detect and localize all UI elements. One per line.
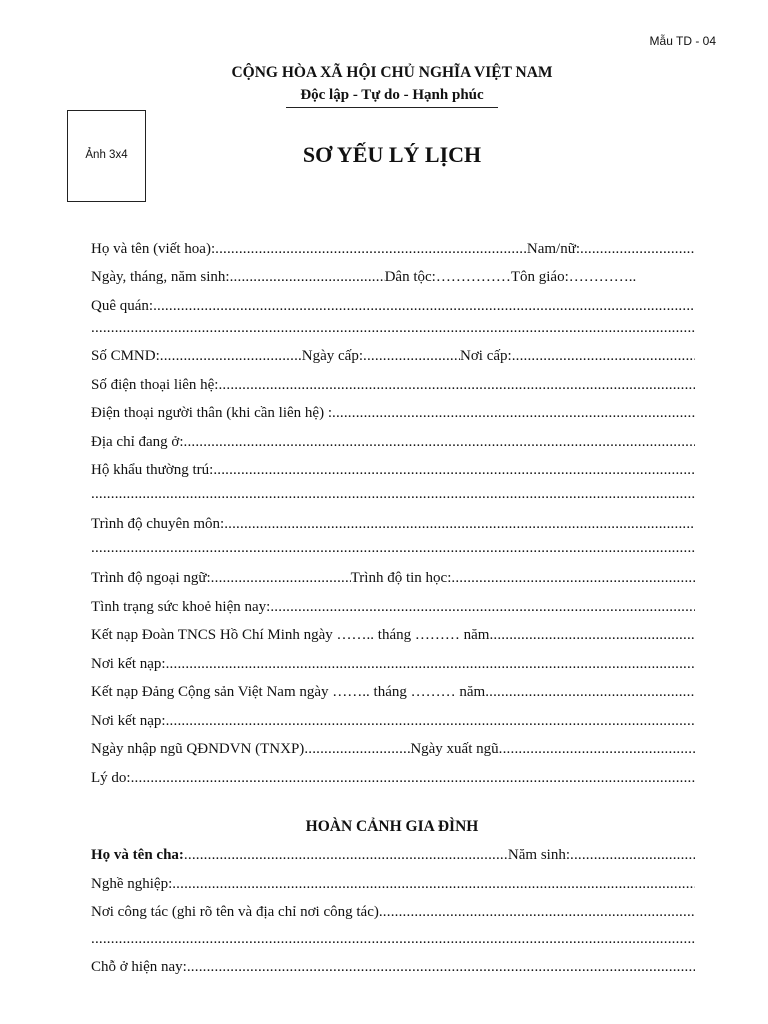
row-reason bbox=[91, 770, 695, 792]
full-name-label: Họ và tên (viết hoa): bbox=[91, 241, 216, 257]
row-military bbox=[91, 741, 695, 763]
ethnicity-label: Dân tộc: bbox=[384, 269, 436, 285]
hometown-field[interactable] bbox=[153, 298, 695, 315]
row-household bbox=[91, 462, 695, 484]
residence-label: Chỗ ở hiện nay: bbox=[91, 959, 187, 975]
address-label: Địa chỉ đang ở: bbox=[91, 434, 184, 450]
language-field[interactable] bbox=[211, 570, 351, 587]
form-code: Mẫu TD - 04 bbox=[649, 34, 716, 48]
gender-field[interactable] bbox=[580, 241, 695, 258]
row-phone bbox=[91, 377, 695, 399]
occupation-field[interactable] bbox=[172, 876, 695, 893]
row-workplace-cont bbox=[91, 931, 695, 953]
relative-phone-field[interactable] bbox=[332, 405, 695, 422]
it-level-label: Trình độ tin học: bbox=[350, 570, 452, 586]
row-id bbox=[91, 348, 695, 370]
issue-place-label: Nơi cấp: bbox=[460, 348, 512, 364]
union-place-field[interactable] bbox=[166, 656, 695, 673]
language-label: Trình độ ngoại ngữ: bbox=[91, 570, 211, 586]
party-label: Kết nạp Đảng Cộng sản Việt Nam ngày …….. tháng ……… năm bbox=[91, 684, 486, 700]
birth-year-field[interactable] bbox=[570, 847, 695, 864]
row-health bbox=[91, 599, 695, 621]
qualification-field[interactable] bbox=[224, 516, 695, 533]
it-level-field[interactable] bbox=[451, 570, 695, 587]
party-place-field[interactable] bbox=[166, 713, 695, 730]
occupation-label: Nghề nghiệp: bbox=[91, 876, 173, 892]
household-field-cont[interactable] bbox=[91, 486, 695, 503]
enlist-label: Ngày nhập ngũ QĐNDVN (TNXP) bbox=[91, 741, 305, 757]
row-hometown bbox=[91, 298, 695, 320]
hometown-label: Quê quán: bbox=[91, 298, 154, 314]
row-qualification bbox=[91, 516, 695, 538]
phone-label: Số điện thoại liên hệ: bbox=[91, 377, 219, 393]
hometown-field-cont[interactable] bbox=[91, 320, 695, 337]
id-number-label: Số CMND: bbox=[91, 348, 160, 364]
reason-label: Lý do: bbox=[91, 770, 131, 786]
row-language bbox=[91, 570, 695, 592]
row-dob bbox=[91, 269, 695, 291]
row-qualification-cont bbox=[91, 540, 695, 562]
workplace-field-cont[interactable] bbox=[91, 931, 695, 948]
row-full-name bbox=[91, 241, 695, 263]
family-section-title: HOÀN CẢNH GIA ĐÌNH bbox=[305, 818, 479, 835]
discharge-label: Ngày xuất ngũ bbox=[410, 741, 499, 757]
dob-label: Ngày, tháng, năm sinh: bbox=[91, 269, 230, 285]
gender-label: Nam/nữ: bbox=[526, 241, 580, 257]
form-title: SƠ YẾU LÝ LỊCH bbox=[302, 142, 482, 167]
party-year-field[interactable] bbox=[485, 684, 695, 701]
row-father bbox=[91, 847, 695, 869]
row-relative-phone bbox=[91, 405, 695, 427]
country-name: CỘNG HÒA XÃ HỘI CHỦ NGHĨA VIỆT NAM bbox=[231, 64, 553, 81]
dob-field[interactable] bbox=[230, 269, 385, 286]
row-occupation bbox=[91, 876, 695, 898]
row-address bbox=[91, 434, 695, 456]
photo-label: Ảnh 3x4 bbox=[85, 149, 128, 161]
household-label: Hộ khẩu thường trú: bbox=[91, 462, 214, 478]
household-field[interactable] bbox=[213, 462, 695, 479]
full-name-field[interactable] bbox=[215, 241, 527, 258]
id-number-field[interactable] bbox=[160, 348, 302, 365]
father-name-field[interactable] bbox=[184, 847, 508, 864]
row-party-place bbox=[91, 713, 695, 735]
row-party bbox=[91, 684, 695, 706]
birth-year-label: Năm sinh: bbox=[507, 847, 570, 863]
row-youth-union bbox=[91, 627, 695, 649]
party-place-label: Nơi kết nạp: bbox=[91, 713, 166, 729]
reason-field[interactable] bbox=[131, 770, 695, 787]
address-field[interactable] bbox=[184, 434, 696, 451]
issue-date-label: Ngày cấp: bbox=[301, 348, 364, 364]
father-name-label: Họ và tên cha: bbox=[91, 847, 184, 863]
youth-union-year-field[interactable] bbox=[489, 627, 695, 644]
row-residence bbox=[91, 959, 695, 981]
workplace-label: Nơi công tác (ghi rõ tên và địa chỉ nơi công tác) bbox=[91, 904, 379, 920]
youth-union-label: Kết nạp Đoàn TNCS Hồ Chí Minh ngày …….. tháng ……… năm bbox=[91, 627, 490, 643]
issue-place-field[interactable] bbox=[512, 348, 695, 365]
row-workplace bbox=[91, 904, 695, 926]
issue-date-field[interactable] bbox=[363, 348, 460, 365]
motto-underline bbox=[286, 107, 498, 108]
union-place-label: Nơi kết nạp: bbox=[91, 656, 166, 672]
religion-field[interactable]: ………….. bbox=[568, 269, 637, 285]
row-union-place bbox=[91, 656, 695, 678]
national-motto: Độc lập - Tự do - Hạnh phúc bbox=[300, 87, 484, 103]
residence-field[interactable] bbox=[187, 959, 695, 976]
health-field[interactable] bbox=[270, 599, 695, 616]
ethnicity-field[interactable]: …………… bbox=[435, 269, 511, 285]
qualification-field-cont[interactable] bbox=[91, 540, 695, 557]
row-household-cont bbox=[91, 486, 695, 508]
row-hometown-cont bbox=[91, 320, 695, 342]
enlist-field[interactable] bbox=[304, 741, 410, 758]
health-label: Tình trạng sức khoẻ hiện nay: bbox=[91, 599, 271, 615]
phone-field[interactable] bbox=[218, 377, 695, 394]
relative-phone-label: Điện thoại người thân (khi cần liên hệ) : bbox=[91, 405, 332, 421]
religion-label: Tôn giáo: bbox=[510, 269, 569, 285]
qualification-label: Trình độ chuyên môn: bbox=[91, 516, 225, 532]
discharge-field[interactable] bbox=[499, 741, 695, 758]
workplace-field[interactable] bbox=[379, 904, 695, 921]
